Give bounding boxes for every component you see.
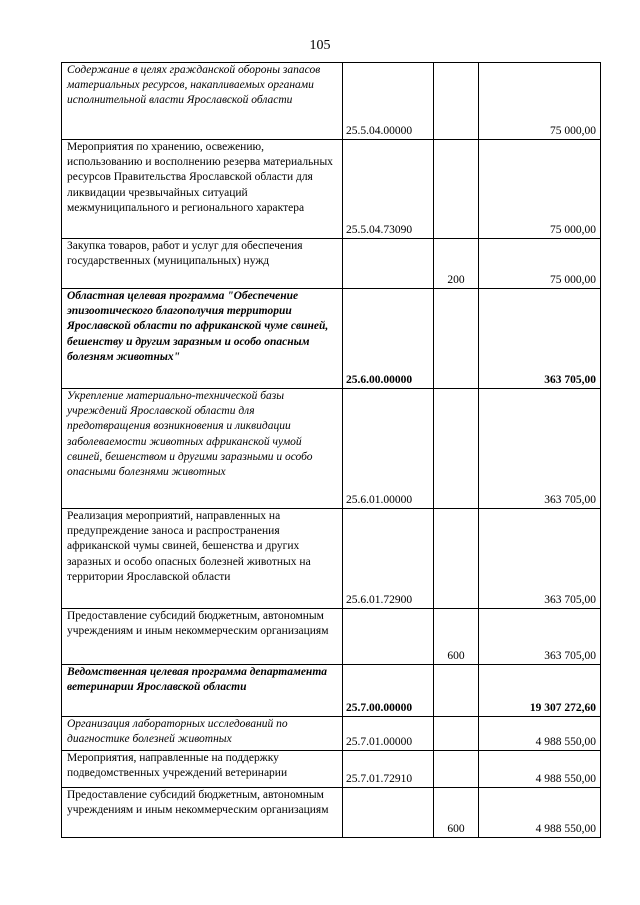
row-amount: 363 705,00 [479,509,601,609]
row-expense-kind [434,751,479,788]
row-expense-kind [434,509,479,609]
row-expense-kind [434,389,479,509]
row-expense-kind [434,289,479,389]
row-name: Содержание в целях гражданской обороны запасов материальных ресурсов, накапливаемых органами исполнительной власти Ярославской области [62,63,343,140]
row-code: 25.7.01.00000 [343,717,434,751]
table-row [62,665,601,717]
row-amount: 19 307 272,60 [479,665,601,717]
table-row [62,609,601,665]
row-amount: 75 000,00 [479,140,601,239]
row-amount: 363 705,00 [479,609,601,665]
row-code: 25.6.01.72900 [343,509,434,609]
page-number: 105 [309,38,331,53]
row-name: Закупка товаров, работ и услуг для обеспечения государственных (муниципальных) нужд [62,239,343,289]
table-row [62,140,601,239]
row-expense-kind: 600 [434,609,479,665]
row-name: Мероприятия, направленные на поддержку подведомственных учреждений ветеринарии [62,751,343,788]
row-code [343,239,434,289]
row-expense-kind: 200 [434,239,479,289]
row-amount: 4 988 550,00 [479,717,601,751]
row-code: 25.7.01.72910 [343,751,434,788]
row-code: 25.7.00.00000 [343,665,434,717]
row-code: 25.6.00.00000 [343,289,434,389]
row-code [343,788,434,838]
row-expense-kind: 600 [434,788,479,838]
row-amount: 75 000,00 [479,63,601,140]
row-code: 25.6.01.00000 [343,389,434,509]
row-amount: 75 000,00 [479,239,601,289]
table-row [62,239,601,289]
row-name: Укрепление материально-технической базы учреждений Ярославской области для предотвращения возникновения и ликвидации заболеваемости животных африканской чумой свиней, бешенством и другими заразными и особо опасными болезнями животных [62,389,343,509]
row-expense-kind [434,717,479,751]
row-amount: 363 705,00 [479,389,601,509]
row-amount: 4 988 550,00 [479,751,601,788]
row-name: Областная целевая программа "Обеспечение эпизоотического благополучия территории Ярославской области по африканской чуме свиней, бешенству и другим заразным и особо опасным болезням животных" [62,289,343,389]
row-code [343,609,434,665]
row-amount: 363 705,00 [479,289,601,389]
row-name: Предоставление субсидий бюджетным, автономным учреждениям и иным некоммерческим организациям [62,788,343,838]
row-name: Мероприятия по хранению, освежению, использованию и восполнению резерва материальных ресурсов Правительства Ярославской области для ликвидации чрезвычайных ситуаций межмуниципального и регионального характера [62,140,343,239]
row-expense-kind [434,63,479,140]
row-code: 25.5.04.00000 [343,63,434,140]
row-name: Реализация мероприятий, направленных на предупреждение заноса и распространения африканской чумы свиней, бешенства и других заразных и особо опасных болезней животных на территории Ярославской области [62,509,343,609]
table-row [62,289,601,389]
row-amount: 4 988 550,00 [479,788,601,838]
table-row [62,717,601,751]
table-row [62,389,601,509]
row-expense-kind [434,140,479,239]
row-name: Ведомственная целевая программа департамента ветеринарии Ярославской области [62,665,343,717]
row-expense-kind [434,665,479,717]
row-name: Предоставление субсидий бюджетным, автономным учреждениям и иным некоммерческим организациям [62,609,343,665]
budget-table [61,62,601,838]
table-row [62,509,601,609]
row-code: 25.5.04.73090 [343,140,434,239]
table-row [62,63,601,140]
table-row [62,751,601,788]
table-row [62,788,601,838]
row-name: Организация лабораторных исследований по диагностике болезней животных [62,717,343,751]
